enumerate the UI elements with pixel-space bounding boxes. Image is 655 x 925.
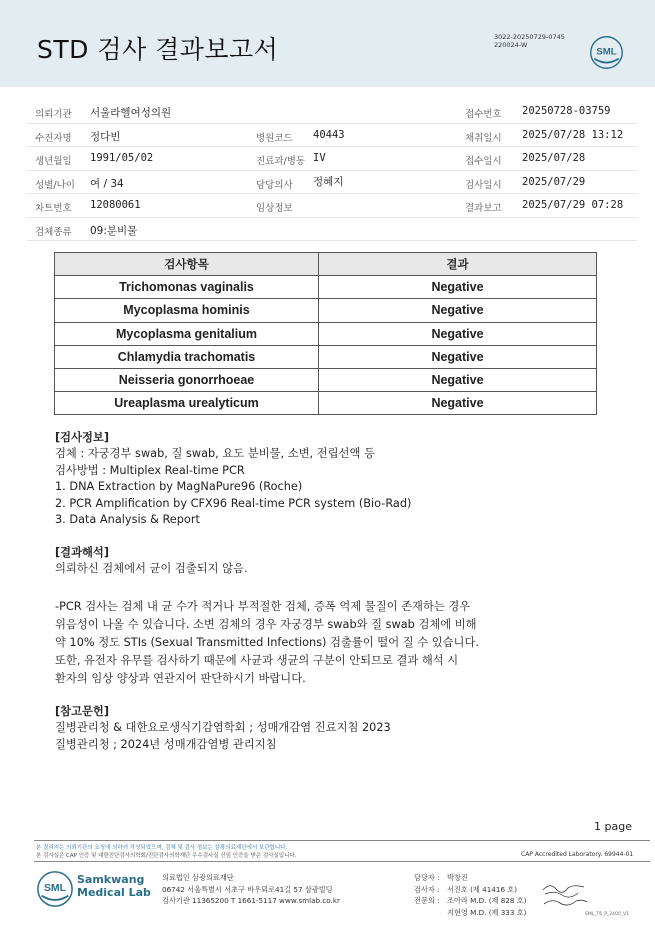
patient-value: 정다빈 — [90, 130, 121, 143]
test-info-heading: [검사정보] — [55, 431, 109, 444]
document-code-1: 3022-20250729-0745 — [494, 33, 565, 41]
collected-value: 2025/07/28 13:12 — [522, 128, 624, 141]
info-row — [27, 124, 637, 148]
dept-label: 진료과/병동 — [256, 156, 306, 167]
info-row — [27, 218, 637, 242]
staff-label: 담당자 : — [414, 873, 440, 882]
receipt-value: 20250728-03759 — [522, 105, 611, 117]
column-header-item: 검사항목 — [55, 253, 319, 276]
table-row — [55, 299, 597, 322]
table-row — [55, 345, 597, 368]
brand-name — [77, 874, 151, 899]
test-info-method: 검사방법 : Multiplex Real-time PCR — [55, 463, 245, 477]
specimen-label: 검체종류 — [35, 226, 72, 238]
institution-value: 서울라헬여성의원 — [90, 107, 172, 119]
table-header-row — [55, 253, 597, 276]
test-item: Trichomonas vaginalis — [55, 276, 319, 299]
clinical-label: 임상정보 — [256, 203, 293, 214]
brand-line: Medical Lab — [77, 885, 151, 899]
samkwang-logo-icon — [36, 870, 74, 908]
note-line: -PCR 검사는 검체 내 균 수가 적거나 부적절한 검체, 증폭 억제 물질이 존재하는 경우 — [55, 600, 471, 613]
test-item: Chlamydia trachomatis — [55, 345, 319, 368]
interpretation-heading: [결과해석] — [55, 546, 109, 559]
chart-value: 12080061 — [90, 199, 141, 211]
staff-name: 서진호 (제 41416 호) — [447, 884, 518, 894]
patient-label: 수진자명 — [35, 132, 72, 144]
patient-info — [27, 100, 637, 241]
test-result: Negative — [319, 392, 597, 415]
doctor-value: 정혜지 — [313, 175, 344, 188]
received-value: 2025/07/28 — [522, 152, 586, 164]
test-result: Negative — [319, 322, 597, 345]
dob-label: 생년월일 — [35, 156, 72, 167]
document-codes — [494, 33, 565, 49]
test-item: Ureaplasma urealyticum — [55, 392, 319, 415]
samkwang-logo-text: SML — [43, 882, 67, 894]
table-row — [55, 392, 597, 415]
note-line: 위음성이 나올 수 있습니다. 소변 검체의 경우 자궁경부 swab와 질 swab 검체에 비해 — [55, 618, 477, 631]
staff-label: 전문의 : — [414, 896, 440, 905]
note-line: 약 10% 정도 STIs (Sexual Transmitted Infections) 검출률이 떨어 질 수 있습니다. — [55, 636, 479, 649]
reported-label: 결과보고 — [465, 203, 502, 214]
sex-age-label: 성별/나이 — [35, 179, 75, 191]
footer-divider — [34, 840, 650, 841]
ward-code-label: 병원코드 — [256, 132, 293, 144]
address-line: 06742 서울특별시 서초구 바우뫼로41길 57 삼광빌딩 — [162, 884, 333, 894]
sml-logo-icon — [589, 35, 624, 70]
table-row — [55, 322, 597, 345]
receipt-label: 접수번호 — [465, 109, 502, 120]
test-info-section — [55, 430, 525, 528]
specimen-value: 09:분비물 — [90, 224, 138, 237]
staff-label: 검사자 : — [414, 884, 440, 894]
note-line: 또한, 유전자 유무를 검사하기 때문에 사균과 생균의 구분이 안되므로 결과 해석 시 — [55, 654, 459, 667]
doctor-label: 담당의사 — [256, 179, 293, 191]
table-row — [55, 276, 597, 299]
reference-item: 질병관리청 ; 2024년 성매개감염병 관리지침 — [55, 737, 277, 751]
interpretation-text: 의뢰하신 검체에서 균이 검출되지 않음. — [55, 562, 248, 576]
notes-section — [55, 598, 535, 688]
results-table — [54, 252, 597, 415]
sex-age-value: 여 / 34 — [90, 177, 124, 190]
test-item: Mycoplasma hominis — [55, 299, 319, 322]
info-row — [27, 100, 637, 124]
test-result: Negative — [319, 345, 597, 368]
tested-value: 2025/07/29 — [522, 175, 586, 188]
staff-list — [414, 872, 527, 918]
test-result: Negative — [319, 299, 597, 322]
cap-accreditation: CAP Accredited Laboratory. 69944-01 — [521, 851, 634, 858]
institution-label: 의뢰기관 — [35, 109, 72, 120]
test-info-step: 1. DNA Extraction by MagNaPure96 (Roche) — [55, 480, 303, 494]
info-row — [27, 194, 637, 218]
interpretation-section — [55, 545, 525, 578]
tested-label: 검사일시 — [465, 179, 502, 191]
test-item: Neisseria gonorrhoeae — [55, 368, 319, 391]
test-result: Negative — [319, 368, 597, 391]
note-line: 환자의 임상 양상과 연관지어 판단하시기 바랍니다. — [55, 672, 306, 685]
footer-accreditation-notice: 본 검사실은 CAP 인증 및 대한진단검사의학회/진단검사의학재단 우수검사실 신임 인증을 받은 검사실입니다. — [36, 853, 297, 859]
dept-value: IV — [313, 152, 326, 164]
collected-label: 채취일시 — [465, 132, 502, 144]
brand-line: Samkwang — [77, 873, 145, 886]
table-row — [55, 368, 597, 391]
document-code-2: 220024-W — [494, 41, 528, 49]
reference-item: 질병관리청 & 대한요로생식기감염학회 ; 성매개감염 진료지침 2023 — [55, 721, 391, 735]
ward-code-value: 40443 — [313, 128, 345, 141]
chart-label: 차트번호 — [35, 203, 72, 214]
footer-divider — [34, 861, 650, 862]
references-heading: [참고문헌] — [55, 705, 109, 718]
staff-name: 지현영 M.D. (제 333 호) — [447, 907, 527, 917]
test-result: Negative — [319, 276, 597, 299]
form-code: SML_T6_P_2400_V1 — [585, 912, 629, 917]
received-label: 접수일시 — [465, 156, 502, 167]
lab-address — [162, 872, 340, 907]
test-info-specimen: 검체 : 자궁경부 swab, 질 swab, 요도 분비물, 소변, 전립선액 등 — [55, 447, 375, 461]
address-line: 의료법인 삼광의료재단 — [162, 873, 234, 882]
sml-logo-text: SML — [596, 46, 617, 58]
staff-name: 박창진 — [447, 873, 468, 882]
footer-notice: 본 결과지는 의뢰기관의 요청에 의하여 작성되었으며, 검체 및 검사 정보는 삼광의료재단에서 보관합니다. — [36, 845, 288, 851]
signature-icon — [540, 880, 590, 908]
dob-value: 1991/05/02 — [90, 152, 154, 164]
page-number: 1 page — [594, 820, 632, 833]
address-line: 검사기관 11365200 T 1661-5117 www.smlab.co.kr — [162, 896, 340, 905]
report-title: STD 검사 결과보고서 — [37, 35, 279, 64]
references-section — [55, 704, 525, 753]
column-header-result: 결과 — [319, 253, 597, 276]
reported-value: 2025/07/29 07:28 — [522, 199, 624, 211]
test-info-step: 2. PCR Amplification by CFX96 Real-time PCR system (Bio-Rad) — [55, 496, 412, 510]
info-row — [27, 147, 637, 171]
info-row — [27, 171, 637, 195]
test-info-step: 3. Data Analysis & Report — [55, 513, 200, 527]
staff-name: 조아라 M.D. (제 828 호) — [447, 896, 527, 905]
test-item: Mycoplasma genitalium — [55, 322, 319, 345]
